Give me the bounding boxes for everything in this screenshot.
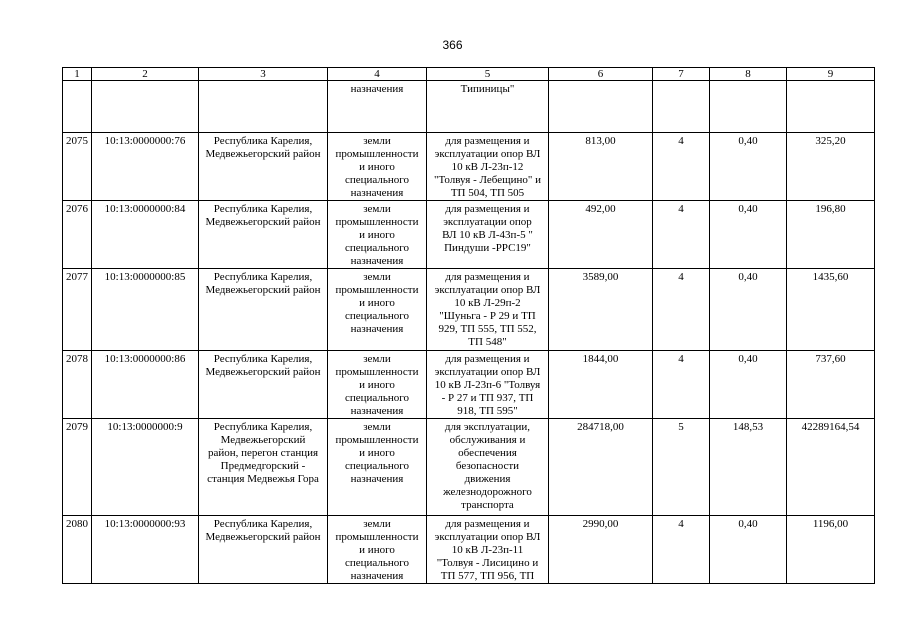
cell-use: Типиницы" <box>427 81 549 133</box>
header-row <box>63 68 875 81</box>
cell-col9: 325,20 <box>787 133 875 201</box>
cell-col9: 737,60 <box>787 351 875 419</box>
cell-category: земли промышленности и иного специального назначения <box>328 133 427 201</box>
cell-location: Республика Карелия, Медвежьегорский район <box>199 269 328 351</box>
cell-category: назначения <box>328 81 427 133</box>
cell-index: 2080 <box>63 516 92 584</box>
table-row <box>63 201 875 269</box>
cell-index: 2077 <box>63 269 92 351</box>
cell-col7: 4 <box>653 201 710 269</box>
cell-col8: 0,40 <box>710 269 787 351</box>
cell-col8 <box>710 81 787 133</box>
page-number: 366 <box>442 38 463 52</box>
cell-cadastral: 10:13:0000000:76 <box>92 133 199 201</box>
table-row <box>63 351 875 419</box>
cell-category: земли промышленности и иного специального назначения <box>328 269 427 351</box>
cell-cadastral: 10:13:0000000:9 <box>92 419 199 516</box>
cell-location: Республика Карелия, Медвежьегорский район, перегон станция Предмедгорский - станция Медвежья Гора <box>199 419 328 516</box>
cell-area: 2990,00 <box>549 516 653 584</box>
cell-location <box>199 81 328 133</box>
cell-area: 813,00 <box>549 133 653 201</box>
cell-cadastral: 10:13:0000000:85 <box>92 269 199 351</box>
cell-col9: 1196,00 <box>787 516 875 584</box>
cell-col7: 4 <box>653 133 710 201</box>
column-header-2: 2 <box>92 68 199 81</box>
cell-col7 <box>653 81 710 133</box>
cell-index <box>63 81 92 133</box>
column-header-5: 5 <box>427 68 549 81</box>
cell-area: 492,00 <box>549 201 653 269</box>
cell-location: Республика Карелия, Медвежьегорский район <box>199 201 328 269</box>
cell-col9 <box>787 81 875 133</box>
column-header-3: 3 <box>199 68 328 81</box>
cell-col8: 0,40 <box>710 133 787 201</box>
cell-col9: 196,80 <box>787 201 875 269</box>
cell-col8: 148,53 <box>710 419 787 516</box>
cell-area: 3589,00 <box>549 269 653 351</box>
cell-location: Республика Карелия, Медвежьегорский район <box>199 133 328 201</box>
land-plots-table <box>62 67 875 584</box>
table-row <box>63 419 875 516</box>
cell-location: Республика Карелия, Медвежьегорский район <box>199 516 328 584</box>
cell-cadastral: 10:13:0000000:93 <box>92 516 199 584</box>
cell-category: земли промышленности и иного специального назначения <box>328 516 427 584</box>
cell-cadastral: 10:13:0000000:84 <box>92 201 199 269</box>
cell-index: 2075 <box>63 133 92 201</box>
column-header-7: 7 <box>653 68 710 81</box>
cell-use: для размещения и эксплуатации опор ВЛ 10 кВ Л-43п-5 " Пиндуши -РРС19" <box>427 201 549 269</box>
cell-col7: 5 <box>653 419 710 516</box>
cell-col9: 42289164,54 <box>787 419 875 516</box>
cell-index: 2079 <box>63 419 92 516</box>
cell-col7: 4 <box>653 351 710 419</box>
column-header-8: 8 <box>710 68 787 81</box>
cell-cadastral <box>92 81 199 133</box>
cell-category: земли промышленности и иного специального назначения <box>328 351 427 419</box>
cell-location: Республика Карелия, Медвежьегорский район <box>199 351 328 419</box>
column-header-4: 4 <box>328 68 427 81</box>
cell-col8: 0,40 <box>710 351 787 419</box>
cell-category: земли промышленности и иного специального назначения <box>328 419 427 516</box>
cell-col8: 0,40 <box>710 516 787 584</box>
cell-col7: 4 <box>653 516 710 584</box>
cell-use: для размещения и эксплуатации опор ВЛ 10 кВ Л-23п-6 "Толвуя - Р 27 и ТП 937, ТП 918, ТП 595" <box>427 351 549 419</box>
cell-index: 2078 <box>63 351 92 419</box>
table-row <box>63 133 875 201</box>
cell-col7: 4 <box>653 269 710 351</box>
column-number-header <box>63 68 875 81</box>
cell-use: для размещения и эксплуатации опор ВЛ 10 кВ Л-23п-12 "Толвуя - Лебещино" и ТП 504, ТП 505 <box>427 133 549 201</box>
cell-category: земли промышленности и иного специального назначения <box>328 201 427 269</box>
table-row <box>63 269 875 351</box>
column-header-1: 1 <box>63 68 92 81</box>
cell-area: 1844,00 <box>549 351 653 419</box>
cell-cadastral: 10:13:0000000:86 <box>92 351 199 419</box>
cell-use: для размещения и эксплуатации опор ВЛ 10 кВ Л-23п-11 "Толвуя - Лисицино и ТП 577, ТП 956, ТП <box>427 516 549 584</box>
cell-use: для эксплуатации, обслуживания и обеспечения безопасности движения железнодорожного транспорта <box>427 419 549 516</box>
cell-area <box>549 81 653 133</box>
column-header-6: 6 <box>549 68 653 81</box>
cell-area: 284718,00 <box>549 419 653 516</box>
table-row <box>63 516 875 584</box>
continuation-row <box>63 81 875 133</box>
cell-use: для размещения и эксплуатации опор ВЛ 10 кВ Л-29п-2 "Шуньга - Р 29 и ТП 929, ТП 555, ТП 552, ТП 548" <box>427 269 549 351</box>
cell-col9: 1435,60 <box>787 269 875 351</box>
column-header-9: 9 <box>787 68 875 81</box>
cell-col8: 0,40 <box>710 201 787 269</box>
cell-index: 2076 <box>63 201 92 269</box>
